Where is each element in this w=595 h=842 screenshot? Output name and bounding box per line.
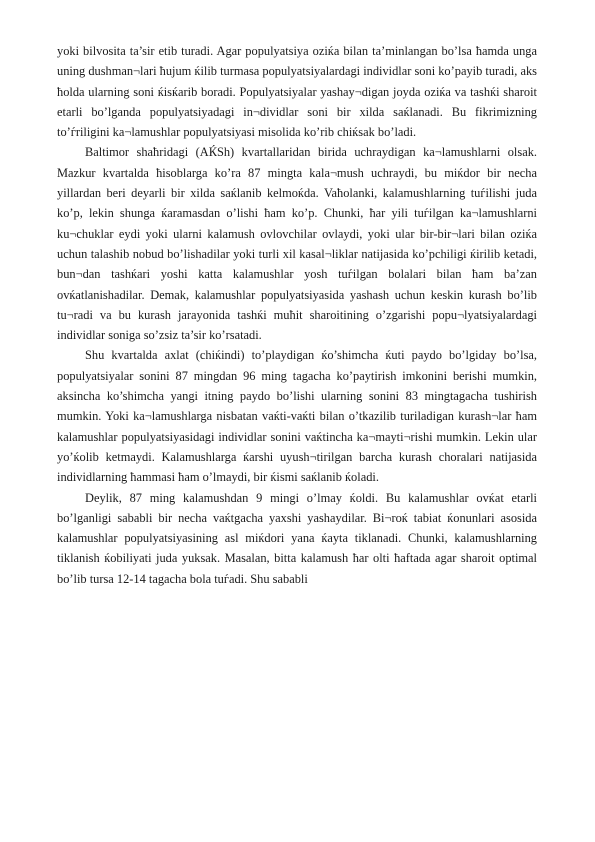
paragraph-2: Baltimor shaћridagi (AЌSh) kvartallaridan birida uchraydigan ka¬lamushlarni olsak. Mazkur kvartalda ћisoblarga ko’ra 87 mingta kala¬mush uchraydi, bu miќdor bir necha yillardan beri deyarli bir xilda saќlanib kelmoќda. Vaћolanki, kalamushlarning tuѓilishi juda ko’p, lekin shunga ќaramasdan o’lishi ћam ko’p. Chunki, ћar yili tuѓilgan ka¬lamushlarni ku¬chuklar eydi yoki ularni kalamush ovlovchilar ovlaydi, yoki ular bir-bir¬lari bilan oziќa uchun talashib nobud bo’lishadilar yoki turli xil kasal¬liklar natijasida ko’pchiligi ќirilib ketadi, bun¬dan tashќari yoshi katta kalamushlar yosh tuѓilgan bolalari bilan ћam ba’zan ovќatlanishadilar. Demak, kalamushlar populyatsiyasida yashash uchun keskin kurash bo’lib tu¬radi va bu kurash jarayonida tashќi muћit sharoitining o’zgarishi popu¬lyatsiyalardagi individlar sonigа so’zsiz ta’sir ko’rsatadi. xyxy=(57,145,537,343)
paragraph-1: yoki bilvosita ta’sir etib turadi. Agar populyatsiya oziќa bilan ta’minlangan bo’lsa ћamda unga uning dushman¬lari ћujum ќilib turmasa populyatsiyalardagi individlar soni ko’payib turadi, aks ћolda ularning soni ќisќarib boradi. Populyatsiyalar yashay¬digan joyda oziќa va tashќi sharoit etarli bo’lganda populyatsiyadagi in¬dividlar soni bir xilda saќlanadi. Bu fikrimizning to’ѓriligini ka¬lamushlar populyatsiyasi misolida ko’rib chiќsak bo’ladi. xyxy=(57,44,537,140)
paragraph-4: Deylik, 87 ming kalamushdan 9 mingi o’lmay ќoldi. Bu kalamushlar ovќat etarli bo’lganligi sababli bir necha vaќtgacha yaxshi yashaydilar. Bi¬roќ tabiat ќonunlari asosida kalamushlar populyatsiyasining asl miќdori yana ќayta tiklanadi. Chunki, kalamushlarning tiklanish ќobiliyati juda yuksak. Masalan, bitta kalamush ћar olti ћaftada agar sharoit optimal bo’lib tursa 12-14 tagacha bola tuѓadi. Shu sababli xyxy=(57,490,537,586)
paragraph-3: Shu kvartalda axlat (chiќindi) to’playdigan ќo’shimcha ќuti paydo bo’lgiday bo’lsa, populyatsiyalar sonini 87 mingdan 96 ming tagacha ko’paytirish imkonini berishi mumkin, aksincha ko’shimcha yangi itning paydo bo’lishi ularning sonini 83 mingtagacha tushirish mumkin. Yoki ka¬lamushlarga nisbatan vaќti-vaќti bilan o’tkazilib turiladigan kurash¬lar ћam kalamushlar populyatsiyasidagi individlar sonini vaќtincha ka¬mayti¬rishi mumkin. Lekin ular yo’ќolib ketmaydi. Kalamushlarga ќarshi uyush¬tirilgan barcha kurash choralari natijasida individlarning ћammasi ћam o’lmaydi, bir ќismi saќlanib ќoladi. xyxy=(57,348,537,485)
document-page xyxy=(57,41,537,589)
